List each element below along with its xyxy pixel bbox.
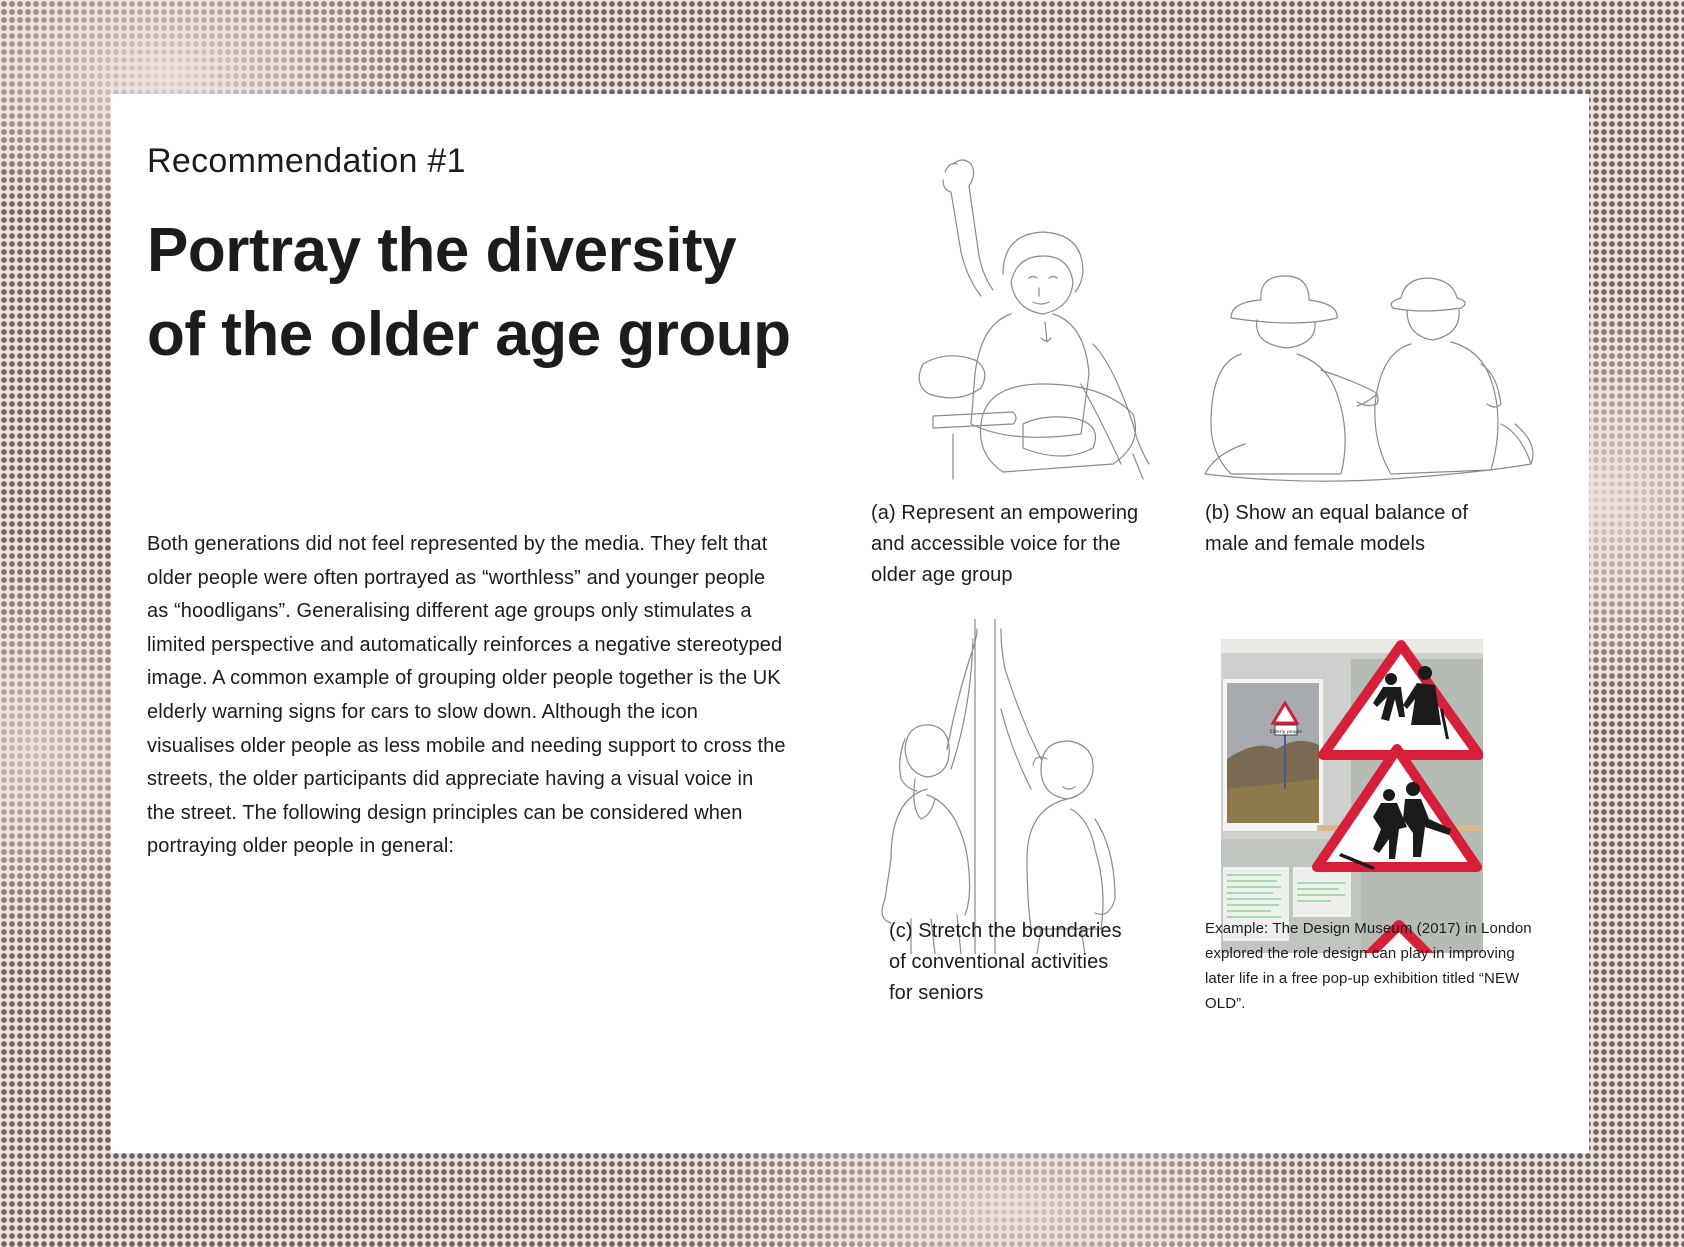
page-title: Portray the diversity of the older age group	[147, 216, 791, 369]
caption-c: (c) Stretch the boundaries of conventional activities for seniors	[889, 920, 1122, 1004]
caption-b: (b) Show an equal balance of male and female models	[1205, 502, 1468, 555]
sign-label-text: Elderly people	[1269, 730, 1303, 735]
body-paragraph: Both generations did not feel represented by the media. They felt that older people were often portrayed as “worthless” and younger people as “hoodligans”. Generalising different age groups only stimulates a limited perspective and automatically reinforces a negative stereotyped image. A common example of grouping older people together is the UK elderly warning signs for cars to slow down. Although the icon visualises older people as less mobile and needing support to cross the streets, the older participants did appreciate having a visual voice in the street. The following design principles can be considered when portraying older people in general:	[147, 533, 786, 858]
scooter-illustration	[893, 154, 1163, 484]
recommendation-label: Recommendation #1	[147, 142, 466, 180]
caption-a: (a) Represent an empowering and accessible voice for the older age group	[871, 502, 1139, 586]
page-card	[111, 94, 1589, 1153]
exhibition-photo	[1221, 639, 1483, 953]
pole-dance-illustration	[871, 619, 1131, 954]
couple-illustration	[1201, 274, 1541, 486]
caption-example: Example: The Design Museum (2017) in London explored the role design can play in improving later life in a free pop-up exhibition titled “NEW OLD”.	[1205, 920, 1532, 1012]
